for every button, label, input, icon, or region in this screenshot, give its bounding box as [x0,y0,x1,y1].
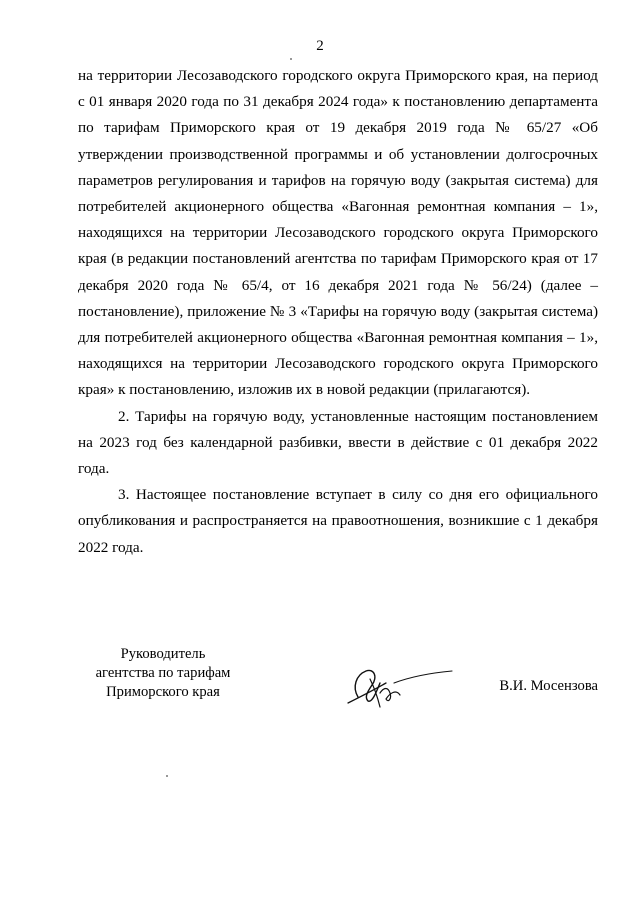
paragraph-continuation: на территории Лесозаводского городского округа Приморского края, на период с 01 января 2020 года по 31 декабря 2024 года» к постановлению департамента по тарифам Приморского края от 19 декабря 2019 года № 65/27 «Об утверждении производственной программы и об установлении долгосрочных параметров регулирования и тарифов на горячую воду (закрытая система) для потребителей акционерного общества «Вагонная ремонтная компания – 1», находящихся на территории Лесозаводского городского округа Приморского края (в редакции постановлений агентства по тарифам Приморского края от 17 декабря 2020 года № 65/4, от 16 декабря 2021 года № 56/24) (далее – постановление), приложение № 3 «Тарифы на горячую воду (закрытая система) для потребителей акционерного общества «Вагонная ремонтная компания – 1», находящихся на территории Лесозаводского городского округа Приморского края» к постановлению, изложив их в новой редакции (прилагаются). [78,67,598,399]
paragraph-item-2: 2. Тарифы на горячую воду, установленные настоящим постановлением на 2023 год без календарной разбивки, ввести в действие с 01 декабря 2022 года. [78,407,598,478]
signer-name: В.И. Мосензова [499,678,598,694]
paragraph-item-3: 3. Настоящее постановление вступает в силу со дня его официального опубликования и распространяется на правоотношения, возникшие с 1 декабря 2022 года. [78,486,598,556]
signer-position-line: агентства по тарифам [95,665,231,681]
scan-speck [166,775,168,777]
page-number: 2 [316,38,324,54]
handwritten-signature [330,653,460,715]
signature-block [78,645,598,715]
scan-speck [290,58,292,60]
document-body [78,63,598,561]
signer-position [78,645,248,702]
signer-position-line: Приморского края [106,684,220,700]
signer-position-line: Руководитель [120,646,206,662]
